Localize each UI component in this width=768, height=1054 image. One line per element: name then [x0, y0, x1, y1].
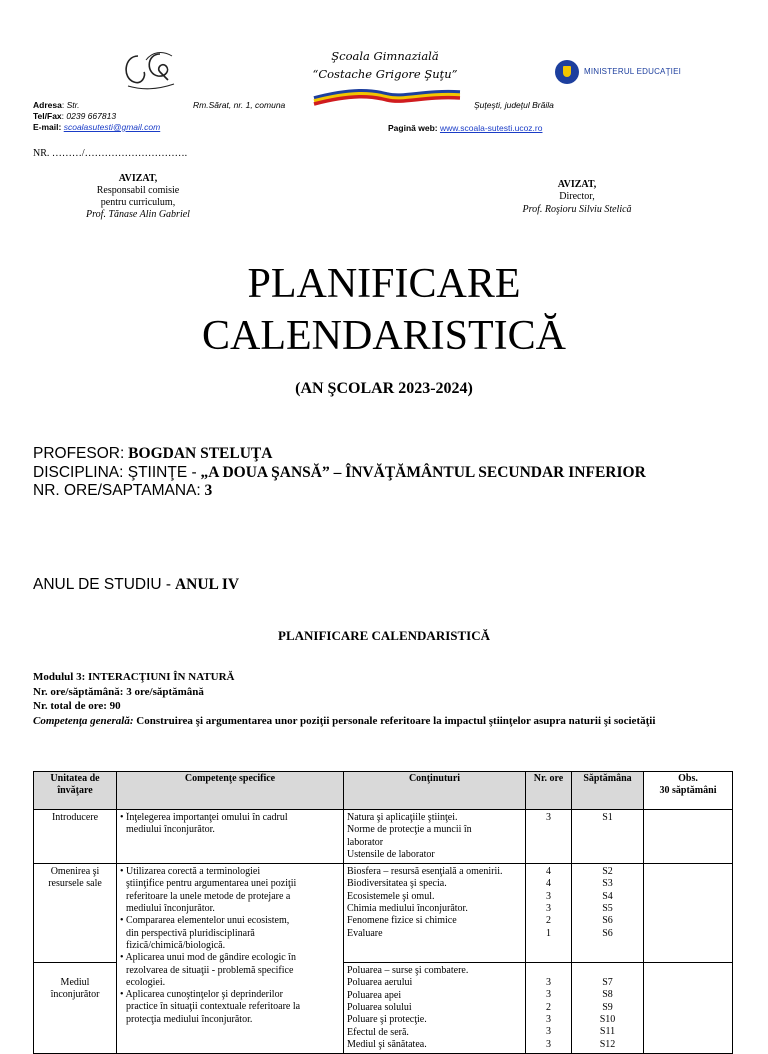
cell-line: fizică/chimică/biologică.	[126, 939, 226, 951]
cell-line: Poluarea apei	[347, 989, 402, 1001]
cell-line: Poluarea aerului	[347, 977, 413, 989]
cell-line: ecologiei.	[126, 976, 166, 988]
table-row	[34, 810, 733, 864]
cell-line: laborator	[347, 836, 384, 848]
cell-line: Poluare şi protecţie.	[347, 1014, 427, 1026]
tel-value: 0239 667813	[66, 111, 117, 121]
hours-line	[33, 482, 646, 501]
module-hours-total: Nr. total de ore: 90	[33, 700, 121, 712]
address-city: Şuţeşti, judeţul Brăila	[474, 100, 554, 110]
cell-line: S6	[602, 927, 613, 939]
hours-value: 3	[204, 482, 213, 499]
cell-line: 3	[546, 1038, 551, 1050]
cell-line: Poluarea solului	[347, 1002, 412, 1014]
registration-number: NR. ………/………………………….	[33, 148, 188, 159]
header-unit: Unitatea de învăţare	[34, 772, 117, 810]
approval-left-title: AVIZAT,	[118, 173, 158, 184]
study-year-value: ANUL IV	[174, 576, 240, 593]
header-contents: Conţinuturi	[344, 772, 526, 810]
cell-competences	[117, 864, 344, 1054]
header-competences: Competenţe specifice	[117, 772, 344, 810]
cell-line: 3	[546, 977, 551, 989]
competence-text: Construirea şi argumentarea unor poziţii personale referitoare la impactul ştiinţelor asupra naturii şi societăţii	[136, 714, 656, 727]
cell-line: • Înţelegerea importanţei omului în cadrul	[120, 812, 288, 823]
coat-of-arms-icon-inner	[563, 66, 571, 77]
cell-week	[572, 864, 644, 963]
cell-line: Ustensile de laborator	[347, 848, 435, 860]
study-year-label: ANUL DE STUDIU -	[33, 576, 172, 593]
cell-line: S12	[599, 1038, 616, 1050]
cell-line: • Aplicarea cunoştinţelor şi deprinderilor	[120, 989, 283, 1001]
cell-line: Poluarea – surse şi combatere.	[347, 965, 469, 977]
cell-line: S8	[602, 989, 613, 1001]
school-year: (AN ŞCOLAR 2023-2024)	[295, 380, 473, 397]
approval-right-line1: Director,	[559, 191, 595, 203]
address-street: Rm.Sărat, nr. 1, comuna	[193, 100, 286, 110]
school-name-line2: “Costache Grigore Şuţu”	[312, 67, 458, 81]
cell-hours	[526, 963, 572, 1054]
cell-line: • Utilizarea corectă a terminologiei	[120, 866, 261, 878]
cell-line: 3	[546, 890, 551, 902]
address-label: Adresa	[33, 100, 62, 110]
tricolor-ribbon	[312, 86, 462, 108]
cell-competences	[117, 810, 344, 864]
cell-line: 3	[546, 1014, 551, 1026]
approval-right-name: Prof. Roşioru Silviu Stelică	[522, 203, 632, 215]
cell-line: 4	[546, 878, 551, 890]
cell-line: 3	[546, 1026, 551, 1038]
cell-unit-text: Mediul înconjurător	[50, 977, 100, 1001]
approval-left-line1: Responsabil comisie	[96, 185, 180, 196]
address-value: Str.	[66, 100, 80, 110]
cell-unit: Omenirea şi resursele sale	[34, 864, 117, 963]
discipline-label: DISCIPLINA: ŞTIINŢE -	[33, 463, 197, 481]
cell-line: S7	[602, 977, 613, 989]
website-link[interactable]: www.scoala-sutesti.ucoz.ro	[439, 123, 543, 133]
cell-line: S6	[602, 915, 613, 927]
cell-line: S10	[599, 1014, 616, 1026]
section-title: PLANIFICARE CALENDARISTICĂ	[278, 628, 490, 643]
cell-line: Biodiversitatea şi specia.	[347, 878, 447, 890]
cell-line: 2	[546, 1001, 551, 1013]
page-title-line2: CALENDARISTICĂ	[202, 313, 566, 359]
cell-line: Fenomene fizice si chimice	[347, 915, 457, 927]
website-line	[388, 123, 542, 134]
competence-label: Competenţa generală:	[33, 714, 134, 727]
teacher-label: PROFESOR:	[33, 445, 125, 462]
study-year-line	[33, 576, 239, 594]
module-competence	[33, 714, 733, 729]
cell-line: S4	[602, 890, 613, 902]
ministry-name: MINISTERUL EDUCAŢIEI	[584, 67, 682, 76]
cell-unit: Introducere	[34, 810, 117, 864]
cell-line: Biosfera – resursă esenţială a omenirii.	[347, 866, 503, 878]
cell-line: S3	[602, 878, 613, 890]
email-line	[33, 122, 293, 133]
cell-notes	[644, 963, 733, 1054]
school-name-line1: Şcoala Gimnazială	[331, 49, 439, 63]
cell-line: S11	[599, 1026, 616, 1038]
cell-line: Efectul de seră.	[347, 1026, 409, 1038]
cell-line: Mediul şi sănătatea.	[347, 1038, 427, 1050]
cell-contents	[344, 963, 526, 1054]
cell-line: mediului înconjurător.	[126, 903, 215, 915]
tel-line: Tel/Fax: 0239 667813	[33, 111, 117, 121]
module-block	[33, 670, 733, 728]
address-line: Adresa: Str.	[33, 100, 80, 110]
cell-line: Norme de protecţie a muncii în	[347, 824, 472, 836]
cell-line: 1	[546, 927, 551, 939]
discipline-value: „A DOUA ŞANSĂ” – ÎNVĂŢĂMÂNTUL SECUNDAR INFERIOR	[200, 463, 646, 481]
table-header-row	[34, 772, 733, 810]
cell-line: practice în situaţii contextuale referitoare la	[126, 1001, 301, 1013]
cell-line: mediului înconjurător.	[126, 824, 215, 836]
teacher-line	[33, 445, 646, 464]
cell-line: 4	[546, 866, 551, 878]
cell-line: S5	[602, 903, 613, 915]
cell-line: 2	[546, 915, 551, 927]
page-title	[0, 258, 768, 362]
cell-hours	[526, 864, 572, 963]
cell-line: rezolvarea de situaţii - problemă specifice	[126, 964, 294, 976]
cell-line: protecţia mediului înconjurător.	[126, 1013, 253, 1025]
cell-notes	[644, 864, 733, 963]
cell-line: • Compararea elementelor unui ecosistem,	[120, 915, 290, 927]
cell-line: din perspectivă pluridisciplinară	[126, 927, 255, 939]
header-notes: Obs. 30 săptămâni	[644, 772, 733, 810]
approval-left	[58, 173, 218, 221]
table-row	[34, 864, 733, 963]
school-name	[300, 47, 470, 83]
cell-week: S1	[572, 810, 644, 864]
cell-contents	[344, 864, 526, 963]
hours-label: NR. ORE/SAPTAMANA:	[33, 482, 201, 499]
teacher-name: BOGDAN STELUŢA	[128, 445, 273, 462]
planning-table	[33, 771, 733, 1054]
cell-line: 3	[546, 989, 551, 1001]
cell-week	[572, 963, 644, 1054]
school-logo	[116, 46, 182, 94]
ministry-logo	[555, 60, 695, 86]
cell-line: Ecosistemele şi omul.	[347, 890, 435, 902]
approval-right	[497, 179, 657, 216]
cell-contents	[344, 810, 526, 864]
cell-line: S9	[602, 1001, 613, 1013]
module-name: Modulul 3: INTERACŢIUNI ÎN NATURĂ	[33, 671, 235, 683]
cell-line: referitoare la unele metode de protejare a	[126, 890, 291, 902]
cell-line: • Aplicarea unui mod de gândire ecologic în	[120, 952, 296, 964]
cell-line: Chimia mediului înconjurător.	[347, 903, 468, 915]
page-title-line1: PLANIFICARE	[247, 261, 521, 307]
website-label: Pagină web:	[388, 123, 438, 133]
approval-left-name: Prof. Tănase Alin Gabriel	[86, 209, 190, 220]
info-block	[33, 445, 646, 501]
cell-unit	[34, 963, 117, 1054]
module-hours-week: Nr. ore/săptămână: 3 ore/săptămână	[33, 685, 204, 698]
header-week: Săptămâna	[572, 772, 644, 810]
cell-line: Natura şi aplicaţiile ştiinţei.	[347, 812, 458, 823]
cell-line: 3	[546, 903, 551, 915]
tel-label: Tel/Fax	[33, 111, 62, 121]
discipline-line	[33, 464, 646, 483]
approval-right-title: AVIZAT,	[557, 179, 597, 190]
cell-line: ştiinţifice pentru argumentarea unei poziţii	[126, 878, 297, 890]
cell-line: S2	[602, 866, 613, 878]
email-link[interactable]: scoalasutesti@gmail.com	[63, 122, 161, 132]
email-label: E-mail:	[33, 122, 62, 132]
approval-left-line2: pentru curriculum,	[100, 197, 176, 208]
cell-line: Evaluare	[347, 927, 383, 939]
cell-hours: 3	[526, 810, 572, 864]
cell-notes	[644, 810, 733, 864]
header-hours: Nr. ore	[526, 772, 572, 810]
